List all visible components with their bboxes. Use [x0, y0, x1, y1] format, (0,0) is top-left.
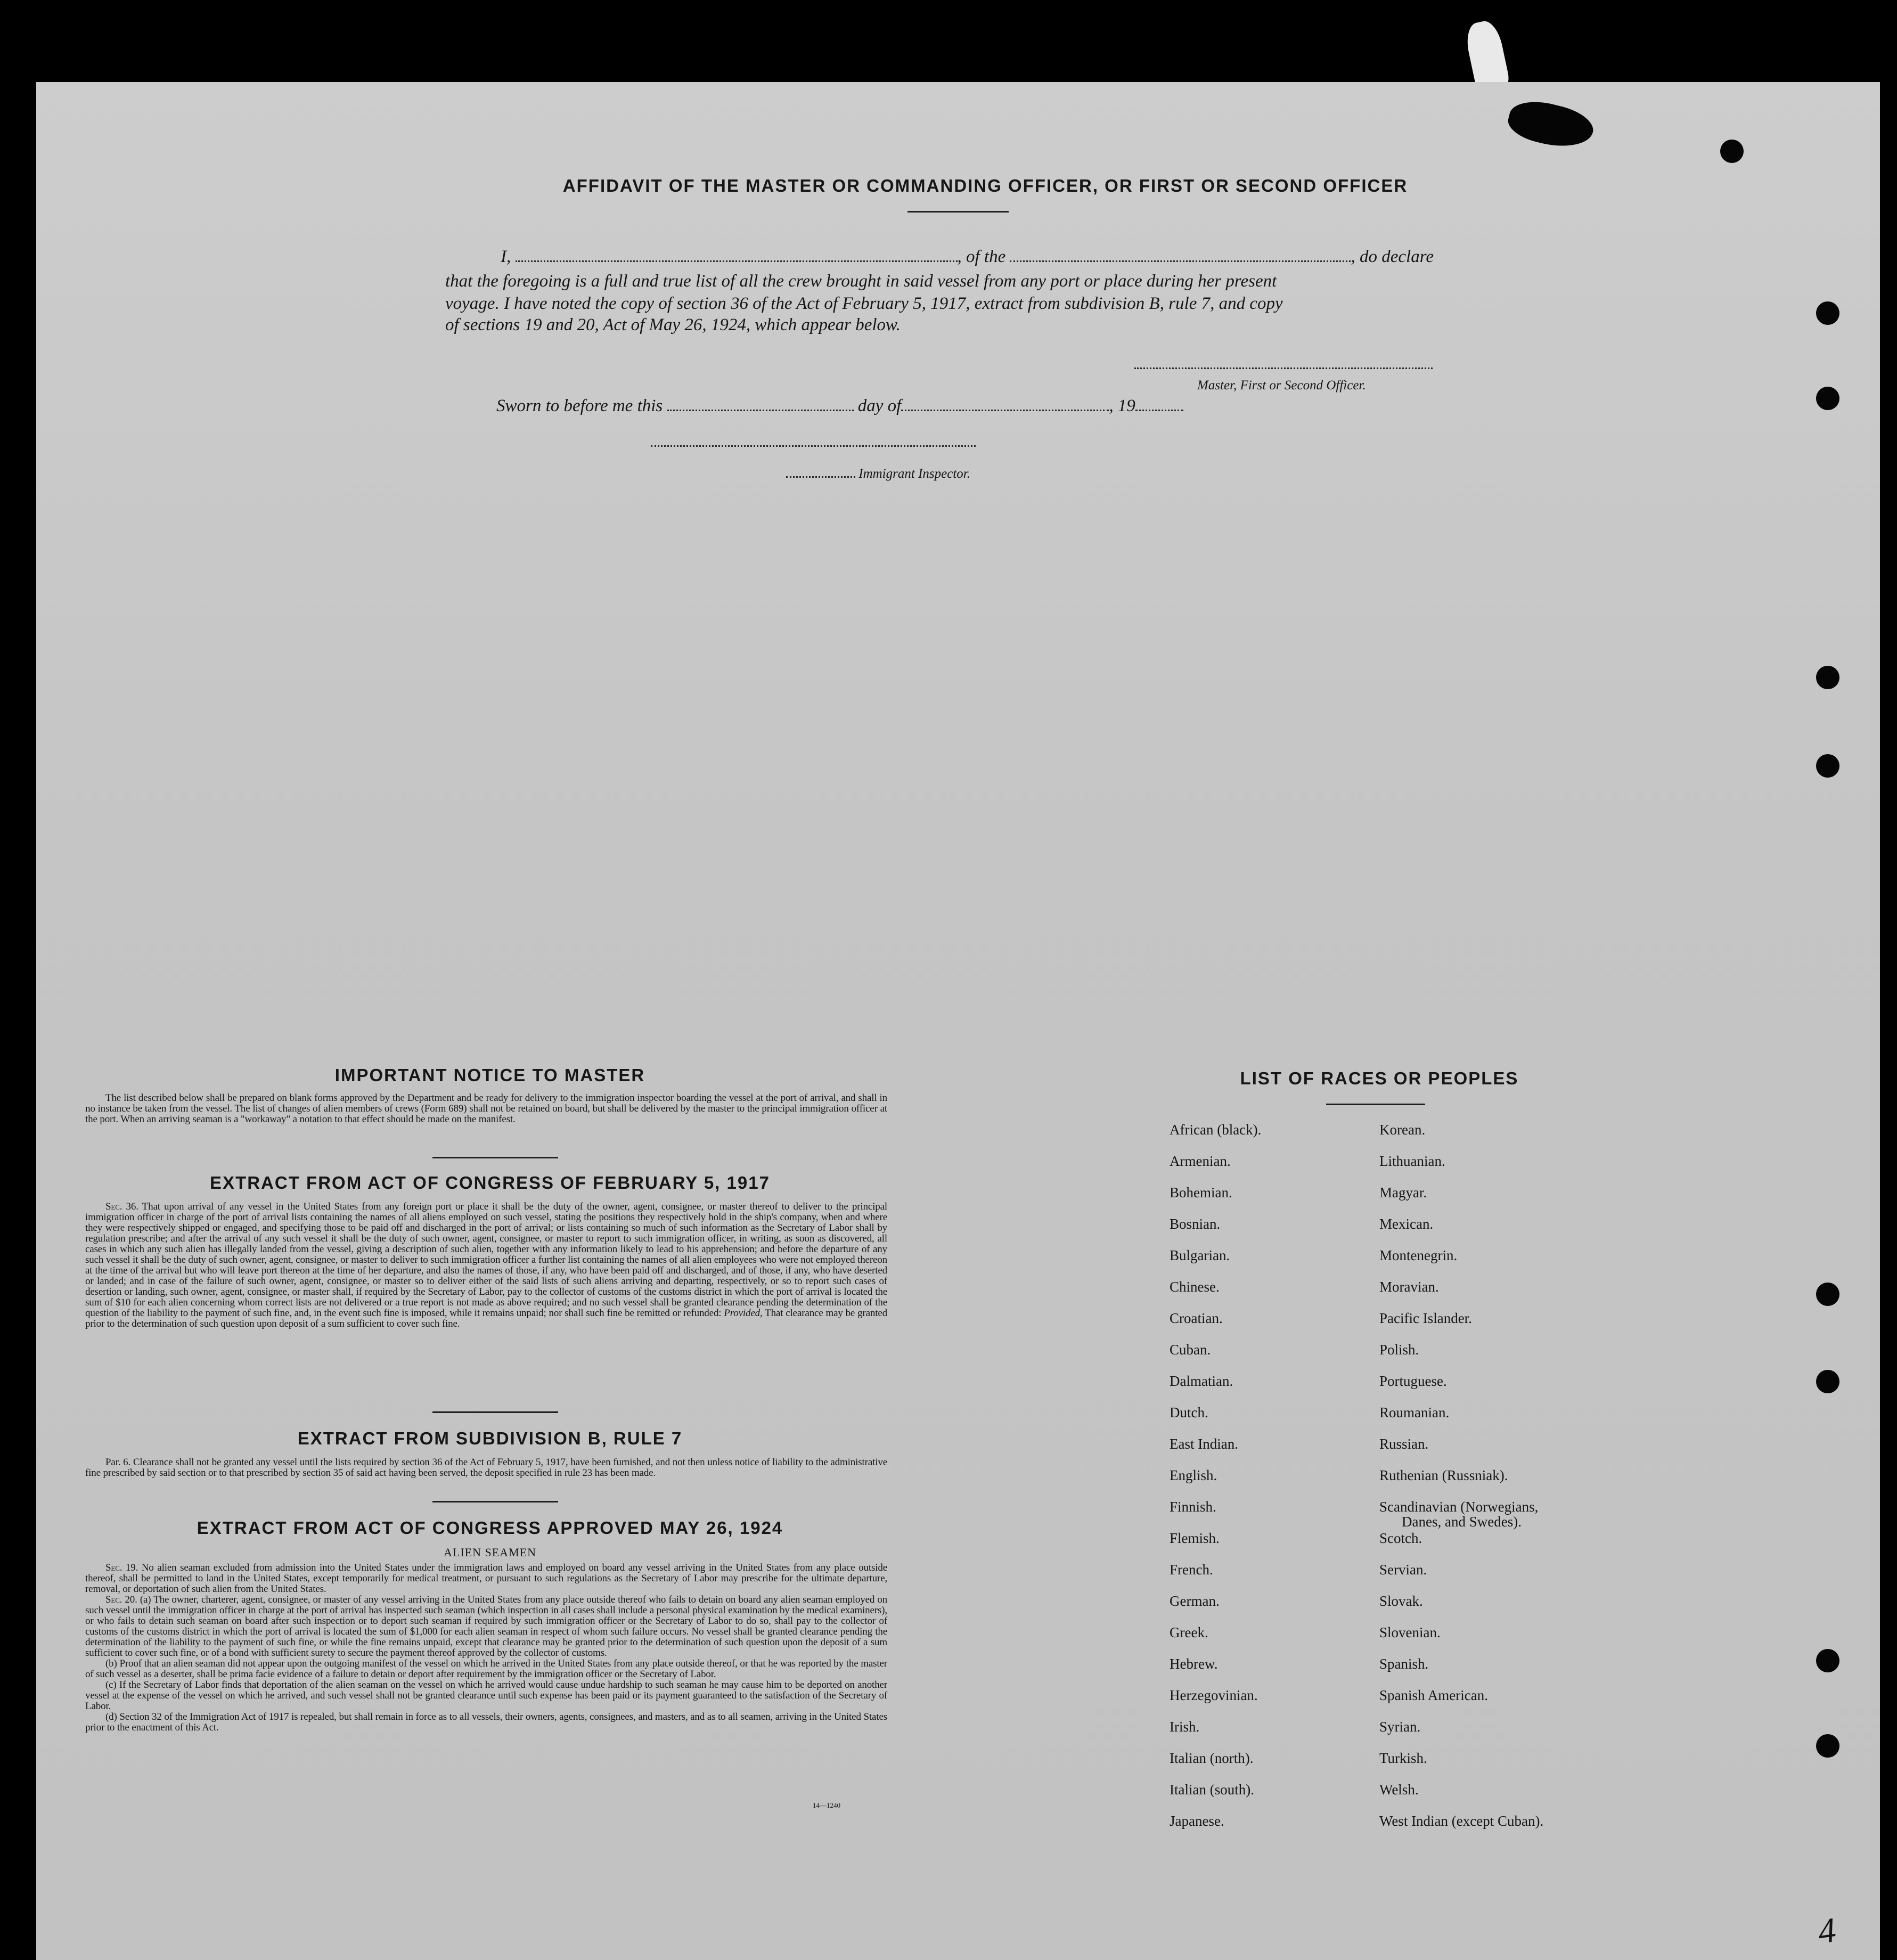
race-item: Slovak. — [1379, 1593, 1423, 1609]
race-item: German. — [1170, 1593, 1220, 1609]
race-item: Italian (north). — [1170, 1750, 1254, 1766]
extract-1917-text — [85, 1202, 887, 1329]
section-rule — [432, 1157, 558, 1158]
year-prefix: , 19 — [1109, 396, 1135, 415]
race-item: Magyar. — [1379, 1185, 1427, 1200]
race-item: Korean. — [1379, 1122, 1426, 1138]
race-item: West Indian (except Cuban). — [1379, 1813, 1544, 1829]
section-rule — [432, 1501, 558, 1502]
notice-title: IMPORTANT NOTICE TO MASTER — [334, 1065, 645, 1085]
race-item: Syrian. — [1379, 1719, 1421, 1735]
race-item: Lithuanian. — [1379, 1153, 1445, 1169]
binder-hole — [1816, 301, 1839, 325]
race-item: Cuban. — [1170, 1342, 1211, 1358]
affidavit-i: I, — [501, 247, 511, 266]
vessel-name-field[interactable] — [1010, 260, 1351, 262]
race-item: Dalmatian. — [1170, 1373, 1233, 1389]
page-mark: 4 — [1816, 1910, 1838, 1951]
race-item: Slovenian. — [1379, 1624, 1441, 1640]
inspector-label: Immigrant Inspector. — [858, 467, 970, 481]
race-item: Armenian. — [1170, 1153, 1231, 1169]
affidavit-line-3: voyage. I have noted the copy of section 36 of the Act of February 5, 1917, extract from subdivision B, rule 7, and copy — [445, 294, 1283, 313]
race-item: Welsh. — [1379, 1782, 1419, 1798]
affidavit-line-4: of sections 19 and 20, Act of May 26, 1924, which appear below. — [445, 315, 901, 334]
race-item: Ruthenian (Russniak). — [1379, 1467, 1508, 1483]
extract-1924-title: EXTRACT FROM ACT OF CONGRESS APPROVED MAY 26, 1924 — [197, 1518, 783, 1538]
races-title: LIST OF RACES OR PEOPLES — [1240, 1068, 1519, 1088]
alien-seamen-subtitle: ALIEN SEAMEN — [444, 1546, 536, 1559]
binder-hole — [1720, 140, 1744, 163]
race-item: Scotch. — [1379, 1530, 1422, 1546]
sworn-day-field[interactable] — [667, 410, 854, 411]
binder-hole — [1816, 754, 1839, 778]
sec-19-label: Sec. 19. — [105, 1562, 138, 1573]
master-signature-label: Master, First or Second Officer. — [1197, 378, 1366, 393]
rule-7-paragraph: Par. 6. Clearance shall not be granted any vessel until the lists required by section 36 of the Act of February 5, 1917, have been furnished, and not then unless notice of liability to the administrative fine prescribed by said section or to that prescribed by section 35 of said act having been served, the deposit specified in rule 23 has been made. — [85, 1457, 887, 1479]
affidavit-line-1 — [501, 245, 1470, 268]
sec-36-end: That clearance may be granted prior to the determination of such question upon deposit of a sum sufficient to cover such fine. — [85, 1308, 888, 1329]
race-item: Bosnian. — [1170, 1216, 1221, 1232]
inspector-port-field[interactable] — [786, 476, 855, 478]
sworn-text: Sworn to before me this — [496, 396, 663, 415]
sec-20c-body: (c) If the Secretary of Labor finds that deportation of the alien seaman on the vessel on which he arrived would cause undue hardship to such seaman he may cause him to be deported on another vessel at the expense of the vessel on which he arrived, and such vessel shall not be granted clearance until such expense has been paid or its payment guaranteed to the satisfaction of the Secretary of Labor. — [85, 1679, 887, 1712]
race-item: Pacific Islander. — [1379, 1310, 1472, 1326]
binder-hole — [1816, 1649, 1839, 1672]
sworn-month-field[interactable] — [901, 410, 1109, 411]
sec-20a-body: (a) The owner, charterer, agent, consignee, or master of any vessel arriving in the United States from any place outside thereof who fails to detain on board any alien seaman employed on such vessel until the immigration officer in charge at the port of arrival has inspected such seaman (which inspection in all cases shall include a personal physical examination by the medical examiners), or who fails to detain such seaman on board after such inspection or to deport such seaman if required by such immigration officer or the Secretary of Labor to do so, shall pay to the collector of customs of the customs district in which the port of arrival is located the sum of $1,000 for each alien seaman in respect of whom such failure occurs. No vessel shall be granted clearance pending the determination of the liability to the payment of such fine, or while the fine remains unpaid, except that clearance may be granted prior to the determination of such question upon the deposit of a sum sufficient to cover such fine, or of a bond with sufficient surety to secure the payment thereof approved by the collector of customs. — [85, 1594, 887, 1659]
day-of-text: day of — [857, 396, 902, 415]
extract-1924-text — [85, 1563, 887, 1733]
race-item: Italian (south). — [1170, 1782, 1254, 1798]
race-item: Bohemian. — [1170, 1185, 1232, 1200]
affidavit-of-the: , of the — [957, 247, 1006, 266]
sworn-year-field[interactable] — [1135, 410, 1183, 411]
master-signature-field[interactable] — [1134, 368, 1433, 369]
races-title-rule — [1326, 1104, 1425, 1105]
provided-word: Provided, — [724, 1308, 763, 1319]
race-item: Moravian. — [1379, 1279, 1439, 1295]
sec-19-body: No alien seaman excluded from admission into the United States under the immigration laws and employed on board any vessel arriving in the United States from any place outside thereof, shall be permitted to land in the United States, except temporarily for medical treatment, or pursuant to such regulations as the Secretary of Labor may prescribe for the ultimate departure, removal, or deportation of such alien from the United States. — [85, 1562, 887, 1595]
race-item: Montenegrin. — [1379, 1247, 1458, 1263]
declarant-name-field[interactable] — [516, 260, 958, 262]
race-item: Spanish. — [1379, 1656, 1429, 1672]
race-item: Croatian. — [1170, 1310, 1223, 1326]
race-item: Scandinavian (Norwegians, — [1379, 1499, 1539, 1515]
sec-36-body: That upon arrival of any vessel in the United States from any foreign port or place it shall be the duty of the owner, agent, consignee, or master thereof to deliver to the principal immigration officer in charge of the port of arrival lists containing the names of all aliens employed on such vessel, stating the positions they respectively hold in the ship's company, when and where they were respectively shipped or engaged, and specifying those to be paid off and discharged in the port of arrival; or lists containing so much of such information as the Secretary of Labor shall by regulation prescribe; and after the arrival of any such vessel it shall be the duty of such owner, agent, consignee, or master to report to such immigration officer, in writing, as soon as discovered, all cases in which any such alien has illegally landed from the vessel, giving a description of such alien, together with any information likely to lead to his apprehension; and before the departure of any such vessel it shall be the duty of such owner, agent, consignee, or master to deliver to such immigration officer a further list containing the names of all alien employees who were not employed thereon at the time of the arrival but who will leave port thereon at the time of her departure, and also the names of those, if any, who have been paid off and discharged, and of those, if any, who have deserted or landed; and in case of the failure of such owner, agent, consignee, or master so to deliver either of the said lists of such aliens arriving and departing, respectively, or so to report such cases of desertion or landing, such owner, agent, consignee, or master shall, if required by the Secretary of Labor, pay to the collector of customs of the customs district in which the port of arrival is located the sum of $10 for each alien concerning whom correct lists are not delivered or a true report is not made as above required; and no such vessel shall be granted clearance pending the determination of the question of the liability to the payment of such fine, and, in the event such fine is imposed, while it remains unpaid; nor shall such fine be remitted or refunded: — [85, 1201, 887, 1319]
extract-b-text — [85, 1457, 887, 1479]
race-item: Chinese. — [1170, 1279, 1220, 1295]
extract-b-title: EXTRACT FROM SUBDIVISION B, RULE 7 — [297, 1428, 683, 1448]
race-item: Turkish. — [1379, 1750, 1427, 1766]
race-item: East Indian. — [1170, 1436, 1238, 1452]
inspector-signature-field[interactable] — [651, 445, 976, 447]
section-rule — [432, 1411, 558, 1413]
form-number: 14—1240 — [813, 1801, 840, 1809]
affidavit-line-2: that the foregoing is a full and true list of all the crew brought in said vessel from any port or place during her present — [445, 272, 1277, 291]
race-item: Mexican. — [1379, 1216, 1434, 1232]
race-item: Spanish American. — [1379, 1687, 1488, 1703]
sec-20d-body: (d) Section 32 of the Immigration Act of 1917 is repealed, but shall remain in force as to all vessels, their owners, agents, consignees, and masters, and as to all seamen, arriving in the United States prior to the enactment of this Act. — [85, 1711, 887, 1733]
sworn-line — [496, 394, 1183, 418]
race-item: Russian. — [1379, 1436, 1429, 1452]
sec-20b-body: (b) Proof that an alien seaman did not appear upon the outgoing manifest of the vessel on which he arrived in the United States from any place outside thereof, or that he was reported by the master of such vessel as a deserter, shall be prima facie evidence of a failure to detain or deport after requirement by the immigration officer or the Secretary of Labor. — [85, 1658, 887, 1680]
binder-hole — [1816, 666, 1839, 689]
binder-hole — [1816, 1734, 1839, 1758]
sec-36-label: Sec. 36. — [105, 1201, 138, 1212]
race-item: Portuguese. — [1379, 1373, 1447, 1389]
race-item: Dutch. — [1170, 1404, 1208, 1420]
inspector-line — [786, 467, 970, 481]
race-item: English. — [1170, 1467, 1217, 1483]
race-item: French. — [1170, 1562, 1213, 1578]
affidavit-title: AFFIDAVIT OF THE MASTER OR COMMANDING OFFICER, OR FIRST OR SECOND OFFICER — [562, 176, 1408, 195]
notice-paragraph: The list described below shall be prepared on blank forms approved by the Department and be ready for delivery to the immigration inspector boarding the vessel at the port of arrival, and shall in no instance be taken from the vessel. The list of changes of alien members of crews (Form 689) shall not be retained on board, but shall be delivered by the master to the principal immigration officer at the port. When an arriving seaman is a "workaway" a notation to that effect should be made on the manifest. — [85, 1092, 887, 1125]
race-item: Danes, and Swedes). — [1402, 1514, 1522, 1530]
race-item: Greek. — [1170, 1624, 1208, 1640]
affidavit-do-declare: , do declare — [1351, 247, 1434, 266]
notice-text — [85, 1093, 887, 1125]
race-item: Polish. — [1379, 1342, 1419, 1358]
binder-hole — [1816, 1370, 1839, 1393]
race-item: Roumanian. — [1379, 1404, 1450, 1420]
race-item: Japanese. — [1170, 1813, 1224, 1829]
binder-hole — [1816, 387, 1839, 410]
extract-1917-title: EXTRACT FROM ACT OF CONGRESS OF FEBRUARY 5, 1917 — [210, 1173, 770, 1193]
race-item: Servian. — [1379, 1562, 1427, 1578]
race-item: African (black). — [1170, 1122, 1262, 1138]
race-item: Hebrew. — [1170, 1656, 1218, 1672]
title-rule — [907, 211, 1009, 213]
race-item: Herzegovinian. — [1170, 1687, 1258, 1703]
race-item: Bulgarian. — [1170, 1247, 1230, 1263]
race-item: Finnish. — [1170, 1499, 1216, 1515]
race-item: Irish. — [1170, 1719, 1200, 1735]
binder-hole — [1816, 1283, 1839, 1306]
race-item: Flemish. — [1170, 1530, 1220, 1546]
sec-20-label: Sec. 20. — [105, 1594, 137, 1605]
